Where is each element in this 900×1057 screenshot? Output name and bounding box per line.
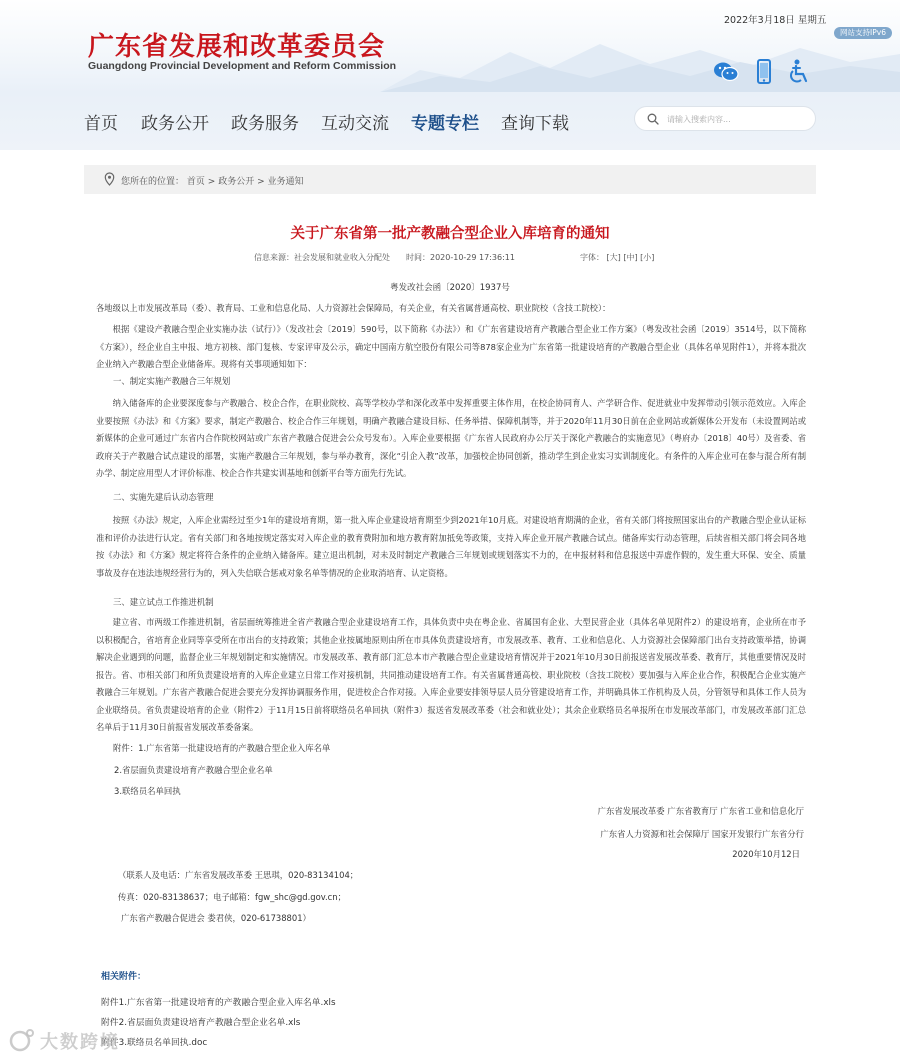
accessibility-icon[interactable] (784, 58, 812, 86)
section2-body: 按照《办法》规定，入库企业需经过至少1年的建设培育期，第一批入库企业建设培育期至少到2021年10月底。对建设培育期满的企业，省有关部门将按照国家出台的产教融合型企业认证标准和评价办法进行认定。省有关部门和各地按规定落实对入库企业的教育费附加和地方教育附加抵免等政策，支持入库企业开展产教融合试点。储备库实行动态管理，后续省相关部门将会同各地按《办法》和《方案》规定将符合条件的企业纳入储备库。建立退出机制，对未及时制定产教融合三年规划或规划落实不力的，在申报材料和信息报送中弄虚作假的，发生重大环保、安全、质量事故及存在违法违规经营行为的，列入失信联合惩戒对象名单等情况的企业取消培育、认定资格。 (96, 515, 806, 578)
recipients: 各地级以上市发展改革局（委）、教育局、工业和信息化局、人力资源社会保障局，有关企业，有关省属普通高校、职业院校（含技工院校）： (96, 303, 611, 313)
site-logo-title[interactable]: 广东省发展和改革委员会 (88, 32, 386, 62)
attachment-3-name: 3.联络员名单回执 (114, 786, 181, 796)
nav-government-services[interactable]: 政务服务 (231, 114, 299, 134)
font-size-label: 字体： (580, 253, 604, 262)
attachment-1-line (113, 740, 330, 758)
contact-line-2: 传真：020-83138637；电子邮箱：fgw_shc@gd.gov.cn； (118, 892, 346, 902)
attachment-1-name: 1.广东省第一批建设培育的产教融合型企业入库名单 (138, 743, 331, 753)
site-header (0, 0, 900, 92)
section3-title: 三、建立试点工作推进机制 (113, 597, 214, 607)
contact-line-1: （联系人及电话：广东省发展改革委 王思琪，020-83134104； (118, 870, 359, 880)
contact-line-3: 广东省产教融合促进会 娄君侠，020-61738801） (121, 913, 311, 923)
intro-paragraph: 根据《建设产教融合型企业实施办法（试行）》（发改社会〔2019〕590号，以下简称《办法》）和《广东省建设培育产教融合型企业工作方案》（粤发改社会函〔2019〕3514号，以下简称《方案》），经企业自主申报、地方初核、部门复核、专家评审及公示，确定中国南方航空股份有限公司等878家企业为广东省第一批建设培育的产教融合型企业（具体名单见附件1），并将本批次企业纳入产教融合型企业储备库。现将有关事项通知如下： (96, 324, 806, 369)
section3-body: 建立省、市两级工作推进机制，省层面统筹推进全省产教融合型企业建设培育工作，具体负责中央在粤企业、省属国有企业、大型民营企业（具体名单见附件2）的建设培育，企业所在市予以积极配合，省培育企业同等享受所在市出台的支持政策；其他企业按属地原则由所在市具体负责建设培育，市发展改革、教育、工业和信息化、人力资源社会保障部门出台支持政策举措，协调解决企业遇到的问题，监督企业三年规划制定和实施情况。市发展改革、教育部门汇总本市产教融合型企业建设培育情况并于2021年10月30日前报送省发展改革委、教育厅，其他重要情况及时报告。省、市相关部门和所负责建设培育的入库企业建立日常工作对接机制，共同推动建设培育工作。有关省属普通高校、职业院校（含技工院校）要加强与入库企业合作，积极配合企业实施产教融合三年规划。广东省产教融合促进会要充分发挥协调服务作用，促进校企合作对接。入库企业要安排领导层人员分管建设培育工作，并明确具体工作机构及人员，分管领导和具体工作人员为企业联络员。省负责建设培育的企业（附件2）于11月15日前将联络员名单回执（附件3）报送省发展改革委（社会和就业处）；其余企业联络员名单报所在市发展改革部门，市发展改革部门汇总名单后于11月30日前报省发展改革委备案。 (96, 617, 806, 732)
breadcrumb-text (121, 174, 304, 187)
search-box[interactable] (634, 106, 816, 131)
watermark-logo-icon (8, 1027, 36, 1053)
sign-date: 2020年10月12日 (732, 849, 800, 859)
breadcrumb-sep: > (207, 177, 216, 187)
signers-line-1: 广东省发展改革委 广东省教育厅 广东省工业和信息化厅 (597, 806, 804, 816)
nav-interaction[interactable]: 互动交流 (321, 114, 389, 134)
site-logo-subtitle: Guangdong Provincial Development and Reform Commission (88, 60, 397, 72)
section1-body: 纳入储备库的企业要深度参与产教融合、校企合作，在职业院校、高等学校办学和深化改革中发挥重要主体作用，在校企协同育人、产学研合作、促进就业中发挥带动引领示范效应。入库企业要按照《办法》和《方案》要求，制定产教融合、校企合作三年规划，明确产教融合建设目标、任务举措、保障机制等，并于2020年11月30日前在企业网站或新媒体公开发布（未设置网站或新媒体的企业可通过广东省内合作院校网站或广东省产教融合促进会公众号发布）。入库企业要根据《广东省人民政府办公厅关于深化产教融合的实施意见》（粤府办〔2018〕40号）及省委、省政府关于产教融合试点建设的部署，实施产教融合三年规划，参与举办教育，深化“引企入教”改革，加强校企协同创新，推动学生到企业实习实训制度化。有条件的入库企业可在参与混合所有制办学、制定应用型人才评价标准、校企合作共建实训基地和创新平台等方面先行先试。 (96, 398, 806, 478)
mountain-decoration (380, 30, 900, 92)
breadcrumb-business-notices[interactable]: 业务通知 (267, 177, 304, 187)
watermark-text: 大数跨境 (40, 1032, 120, 1053)
search-input[interactable] (667, 111, 807, 127)
font-size-control (580, 252, 654, 263)
attachment-file-2-link[interactable]: 附件2.省层面负责建设培育产教融合型企业名单.xls (101, 1018, 301, 1028)
nav-home[interactable]: 首页 (84, 114, 118, 134)
breadcrumb-sep: > (257, 177, 265, 187)
search-icon[interactable] (647, 113, 659, 125)
nav-government-affairs[interactable]: 政务公开 (141, 114, 209, 134)
breadcrumb (84, 165, 816, 194)
mobile-icon[interactable] (750, 58, 778, 86)
section1-title: 一、制定实施产教融合三年规划 (113, 376, 231, 386)
signers-line-2: 广东省人力资源和社会保障厅 国家开发银行广东省分行 (600, 829, 804, 839)
document-number: 粤发改社会函〔2020〕1937号 (390, 283, 510, 293)
attachment-2-name: 2.省层面负责建设培育产教融合型企业名单 (114, 765, 273, 775)
font-size-large[interactable]: [大] (606, 253, 621, 262)
section2-title: 二、实施先建后认动态管理 (113, 492, 214, 502)
font-size-medium[interactable]: [中] (623, 253, 638, 262)
attachment-file-1-link[interactable]: 附件1.广东省第一批建设培育的产教融合型企业入库名单.xls (101, 998, 336, 1008)
font-size-small[interactable]: [小] (640, 253, 655, 262)
attachment-file-3-link[interactable]: 附件3.联络员名单回执.doc (101, 1038, 208, 1048)
current-date: 2022年3月18日 星期五 (724, 15, 827, 26)
breadcrumb-prefix: 您所在的位置： (121, 177, 185, 187)
article-title: 关于广东省第一批产教融合型企业入库培育的通知 (290, 226, 610, 242)
breadcrumb-government-affairs[interactable]: 政务公开 (218, 177, 255, 187)
ipv6-badge: 网站支持IPv6 (834, 27, 892, 39)
related-attachments-title: 相关附件： (101, 972, 147, 982)
nav-special-topics[interactable]: 专题专栏 (411, 114, 479, 134)
location-pin-icon (104, 172, 115, 186)
wechat-icon[interactable] (712, 58, 740, 86)
breadcrumb-home[interactable]: 首页 (186, 177, 205, 187)
article-source: 信息来源：社会发展和就业收入分配处 (254, 253, 390, 262)
attachments-prefix: 附件： (113, 743, 139, 753)
nav-query-download[interactable]: 查询下载 (501, 114, 569, 134)
article-time: 时间：2020-10-29 17:36:11 (406, 253, 515, 262)
